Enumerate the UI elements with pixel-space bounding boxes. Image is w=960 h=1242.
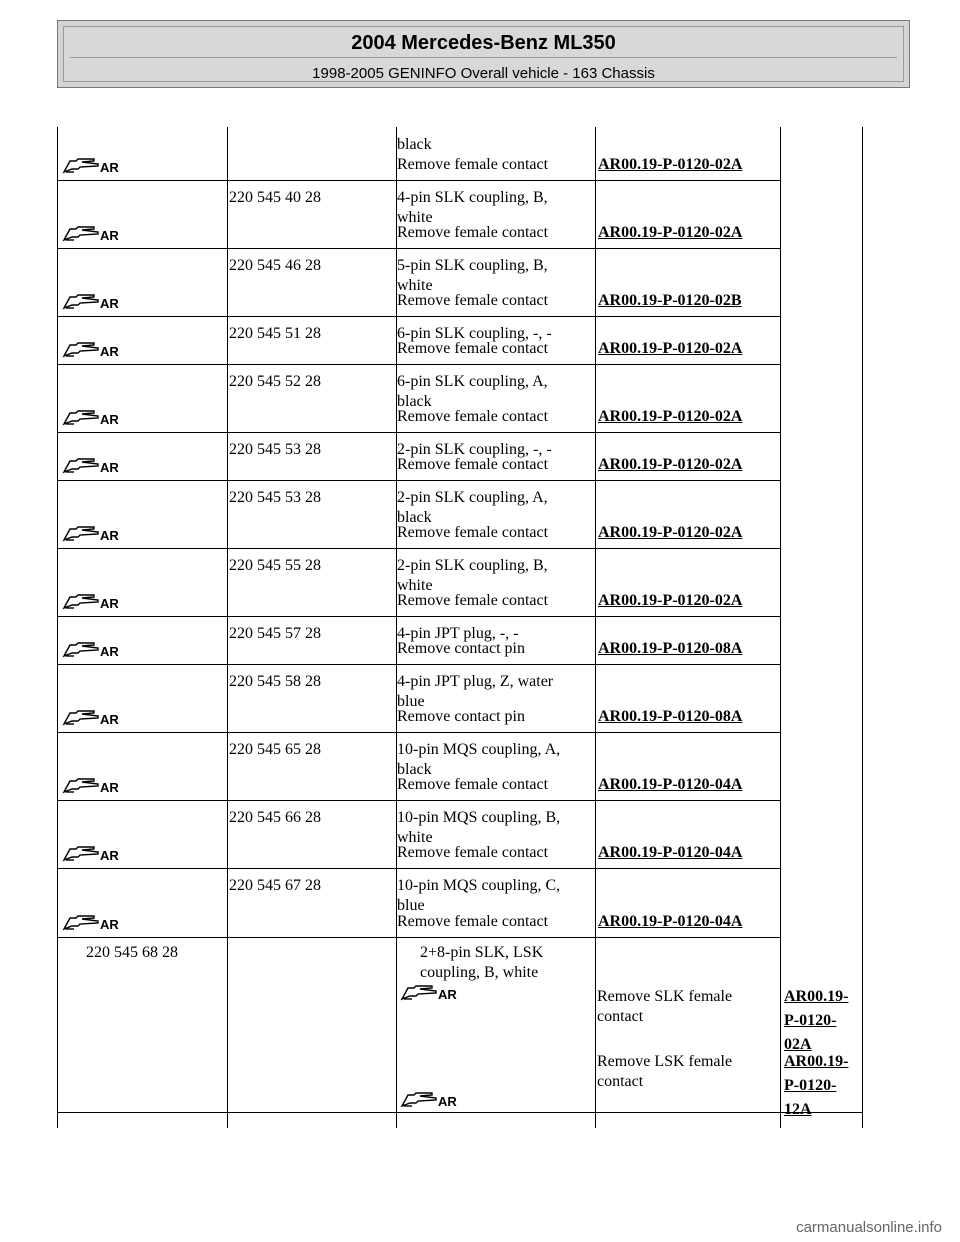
pointer-hand-icon[interactable] [62, 913, 128, 931]
pointer-hand-icon[interactable] [62, 156, 128, 174]
description-line: white [397, 829, 433, 846]
svg-text:AR: AR [100, 780, 119, 794]
action-text: Remove female contact [397, 776, 549, 793]
svg-text:AR: AR [438, 1094, 457, 1108]
description-line: 2+8-pin SLK, LSK [420, 944, 544, 961]
row-divider [57, 432, 780, 433]
watermark: carmanualsonline.info [796, 1219, 942, 1236]
svg-text:AR: AR [100, 412, 119, 426]
description-line: black [397, 509, 432, 526]
action-text: Remove female contact [397, 844, 549, 861]
description-line: white [397, 277, 433, 294]
svg-text:AR: AR [100, 848, 119, 862]
action-text: Remove contact pin [397, 640, 525, 657]
row-divider [57, 616, 780, 617]
description-line: 10-pin MQS coupling, A, [397, 741, 561, 758]
part-number: 220 545 46 28 [229, 257, 321, 274]
action-text: Remove LSK female [597, 1053, 733, 1070]
description-line: 6-pin SLK coupling, -, - [397, 325, 552, 342]
description-line: 5-pin SLK coupling, B, [397, 257, 548, 274]
pointer-hand-icon[interactable] [62, 340, 128, 358]
action-text: Remove female contact [397, 592, 549, 609]
part-number: 220 545 53 28 [229, 489, 321, 506]
description-line: 2-pin SLK coupling, A, [397, 489, 548, 506]
row-divider [57, 732, 780, 733]
procedure-link[interactable]: AR00.19-P-0120-02B [598, 292, 742, 309]
description-line: coupling, B, white [420, 964, 539, 981]
description-line: blue [397, 693, 425, 710]
procedure-link[interactable]: AR00.19-P-0120-02A [598, 524, 743, 541]
pointer-hand-icon[interactable] [62, 456, 128, 474]
header-divider [70, 57, 897, 58]
pointer-hand-icon[interactable] [400, 983, 466, 1001]
column-divider [780, 127, 781, 1128]
description-line: blue [397, 897, 425, 914]
action-text: Remove female contact [397, 292, 549, 309]
column-divider [227, 127, 228, 1128]
description-line: black [397, 393, 432, 410]
pointer-hand-icon[interactable] [62, 408, 128, 426]
procedure-link[interactable]: AR00.19-P-0120-04A [598, 844, 743, 861]
pointer-hand-icon[interactable] [62, 708, 128, 726]
description-line: white [397, 577, 433, 594]
description-line: black [397, 761, 432, 778]
part-number: 220 545 51 28 [229, 325, 321, 342]
procedure-link[interactable]: 02A [784, 1036, 812, 1053]
part-number: 220 545 65 28 [229, 741, 321, 758]
procedure-link[interactable]: 12A [784, 1101, 812, 1118]
procedure-link[interactable]: AR00.19-P-0120-02A [598, 224, 743, 241]
part-number: 220 545 57 28 [229, 625, 321, 642]
column-divider [57, 127, 58, 1128]
description-line: 4-pin SLK coupling, B, [397, 189, 548, 206]
column-divider [595, 127, 596, 1128]
page-header [57, 20, 910, 88]
svg-text:AR: AR [100, 460, 119, 474]
svg-text:AR: AR [100, 596, 119, 610]
row-divider [57, 248, 780, 249]
procedure-link[interactable]: AR00.19-P-0120-02A [598, 456, 743, 473]
description-line: 10-pin MQS coupling, C, [397, 877, 561, 894]
pointer-hand-icon[interactable] [62, 524, 128, 542]
svg-text:AR: AR [100, 917, 119, 931]
pointer-hand-icon[interactable] [62, 292, 128, 310]
action-text: contact [597, 1073, 644, 1090]
row-divider [57, 664, 780, 665]
row-divider [57, 180, 780, 181]
pointer-hand-icon[interactable] [62, 640, 128, 658]
description-line: white [397, 209, 433, 226]
svg-text:AR: AR [100, 228, 119, 242]
svg-text:AR: AR [100, 344, 119, 358]
description-line: 4-pin JPT plug, Z, water [397, 673, 554, 690]
action-text: Remove female contact [397, 340, 549, 357]
part-number: 220 545 53 28 [229, 441, 321, 458]
procedure-link[interactable]: AR00.19-P-0120-02A [598, 340, 743, 357]
row-divider [57, 868, 780, 869]
procedure-link[interactable]: AR00.19-P-0120-04A [598, 776, 743, 793]
header-title: 2004 Mercedes-Benz ML350 [351, 32, 616, 54]
row-divider [57, 364, 780, 365]
description-line: 10-pin MQS coupling, B, [397, 809, 561, 826]
table-right-border [862, 127, 863, 1128]
action-text: contact [597, 1008, 644, 1025]
procedure-link[interactable]: AR00.19-P-0120-08A [598, 640, 743, 657]
svg-text:AR: AR [100, 644, 119, 658]
row-divider [57, 937, 780, 938]
action-text: Remove female contact [397, 224, 549, 241]
action-text: Remove female contact [397, 408, 549, 425]
row-divider [57, 316, 780, 317]
pointer-hand-icon[interactable] [62, 224, 128, 242]
svg-text:AR: AR [100, 528, 119, 542]
procedure-link[interactable]: AR00.19- [784, 1053, 849, 1070]
row-divider [57, 480, 780, 481]
row-divider [57, 548, 780, 549]
action-text: Remove SLK female [597, 988, 733, 1005]
part-number: 220 545 68 28 [86, 944, 178, 961]
row-divider [57, 1112, 862, 1113]
action-text: Remove female contact [397, 524, 549, 541]
procedure-link[interactable]: AR00.19-P-0120-04A [598, 913, 743, 930]
description-line: 2-pin SLK coupling, -, - [397, 441, 552, 458]
pointer-hand-icon[interactable] [62, 776, 128, 794]
part-number: 220 545 52 28 [229, 373, 321, 390]
procedure-link[interactable]: AR00.19-P-0120-08A [598, 708, 743, 725]
svg-text:AR: AR [100, 296, 119, 310]
header-frame [63, 26, 904, 82]
pointer-hand-icon[interactable] [62, 844, 128, 862]
part-number: 220 545 40 28 [229, 189, 321, 206]
procedure-link[interactable]: P-0120- [784, 1077, 837, 1094]
procedure-link[interactable]: AR00.19-P-0120-02A [598, 156, 743, 173]
action-text: Remove female contact [397, 913, 549, 930]
procedure-link[interactable]: AR00.19- [784, 988, 849, 1005]
svg-text:AR: AR [438, 987, 457, 1001]
part-number: 220 545 67 28 [229, 877, 321, 894]
procedure-link[interactable]: AR00.19-P-0120-02A [598, 408, 743, 425]
procedure-link[interactable]: AR00.19-P-0120-02A [598, 592, 743, 609]
part-number: 220 545 66 28 [229, 809, 321, 826]
description-line: 4-pin JPT plug, -, - [397, 625, 519, 642]
svg-text:AR: AR [100, 160, 119, 174]
pointer-hand-icon[interactable] [62, 592, 128, 610]
action-text: Remove female contact [397, 156, 549, 173]
part-number: 220 545 58 28 [229, 673, 321, 690]
procedure-link[interactable]: P-0120- [784, 1012, 837, 1029]
description-line: 6-pin SLK coupling, A, [397, 373, 548, 390]
action-text: Remove female contact [397, 456, 549, 473]
action-text: Remove contact pin [397, 708, 525, 725]
header-subtitle: 1998-2005 GENINFO Overall vehicle - 163 Chassis [312, 65, 655, 82]
row-divider [57, 800, 780, 801]
svg-text:AR: AR [100, 712, 119, 726]
description-line: black [397, 136, 432, 153]
description-line: 2-pin SLK coupling, B, [397, 557, 548, 574]
pointer-hand-icon[interactable] [400, 1090, 466, 1108]
part-number: 220 545 55 28 [229, 557, 321, 574]
